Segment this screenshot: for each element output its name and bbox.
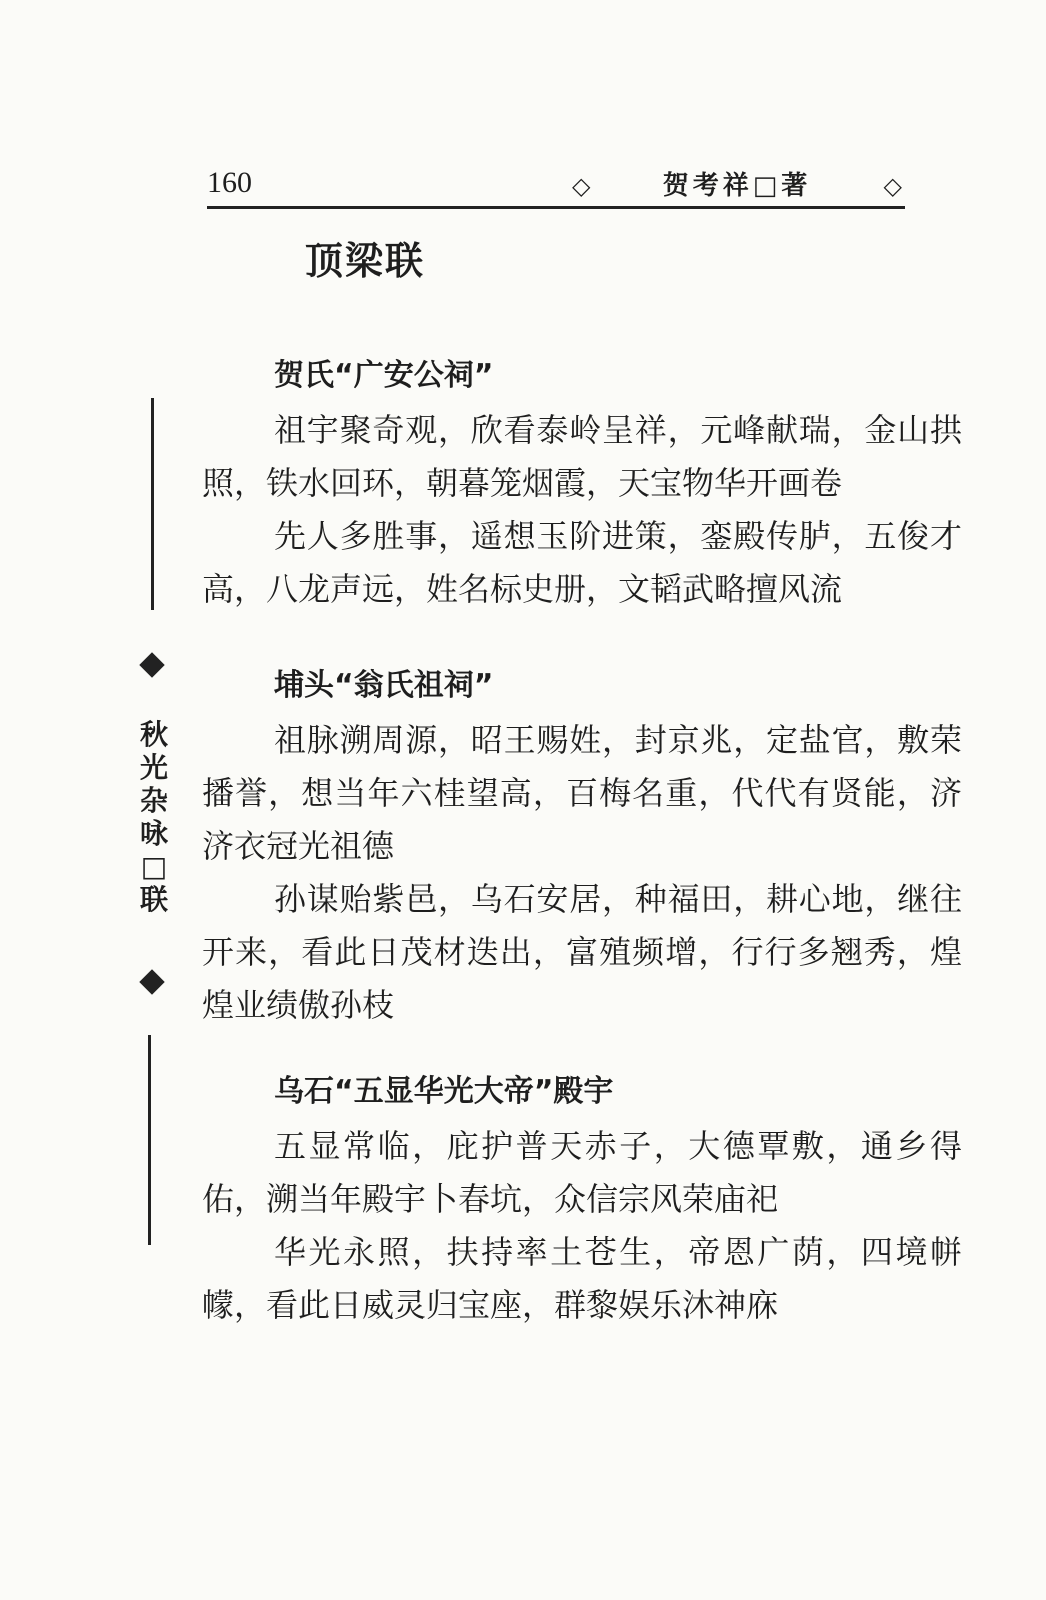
couplet-line: 祖脉溯周源，昭王赐姓，封京兆，定盐官，敷荣播誉，想当年六桂望高，百梅名重，代代有贤能，济济衣冠光祖德 <box>202 721 962 865</box>
couplet-heading: 埔头“翁氏祖祠” <box>274 668 494 703</box>
couplet-heading: 贺氏“广安公祠” <box>274 358 494 393</box>
side-book-title <box>134 718 174 916</box>
couplet-block <box>202 356 962 616</box>
section-title: 顶梁联 <box>305 239 426 283</box>
couplet-line: 孙谋贻紫邑，乌石安居，种福田，耕心地，继往开来，看此日茂材迭出，富殖频增，行行多翘秀，煌煌业绩傲孙枝 <box>202 880 962 1024</box>
margin-diamond-icon <box>139 652 164 677</box>
side-title-char: 咏 <box>139 817 168 850</box>
couplet-line: 祖宇聚奇观，欣看泰岭呈祥，元峰献瑞，金山拱照，铁水回环，朝暮笼烟霞，天宝物华开画卷 <box>202 411 962 502</box>
couplet-heading: 乌石“五显华光大帝”殿宇 <box>274 1074 614 1109</box>
diamond-outline-icon: ◇ <box>883 172 902 200</box>
couplet-line: 华光永照，扶持率土苍生，帝恩广荫，四境帡幪，看此日威灵归宝座，群黎娱乐沐神庥 <box>202 1233 962 1324</box>
author-name: 贺考祥□著 <box>662 171 812 201</box>
page-number: 160 <box>207 166 252 199</box>
couplet-line: 先人多胜事，遥想玉阶进策，銮殿传胪，五俊才高，八龙声远，姓名标史册，文韬武略擅风流 <box>202 517 962 608</box>
couplet-block <box>202 666 962 1032</box>
margin-diamond-icon <box>139 969 164 994</box>
margin-vertical-rule <box>148 1035 151 1245</box>
side-title-char: 光 <box>139 751 168 784</box>
margin-vertical-rule <box>151 398 154 610</box>
side-title-char: □ <box>140 850 168 883</box>
couplet-line: 五显常临，庇护普天赤子，大德覃敷，通乡得佑，溯当年殿宇卜春坑，众信宗风荣庙祀 <box>202 1127 962 1218</box>
diamond-outline-icon: ◇ <box>572 172 591 200</box>
side-title-char: 杂 <box>139 784 168 817</box>
couplet-block <box>202 1072 962 1332</box>
header-rule <box>207 206 905 209</box>
side-title-char: 秋 <box>139 718 168 751</box>
side-title-char: 联 <box>139 883 168 916</box>
running-header <box>572 170 902 202</box>
